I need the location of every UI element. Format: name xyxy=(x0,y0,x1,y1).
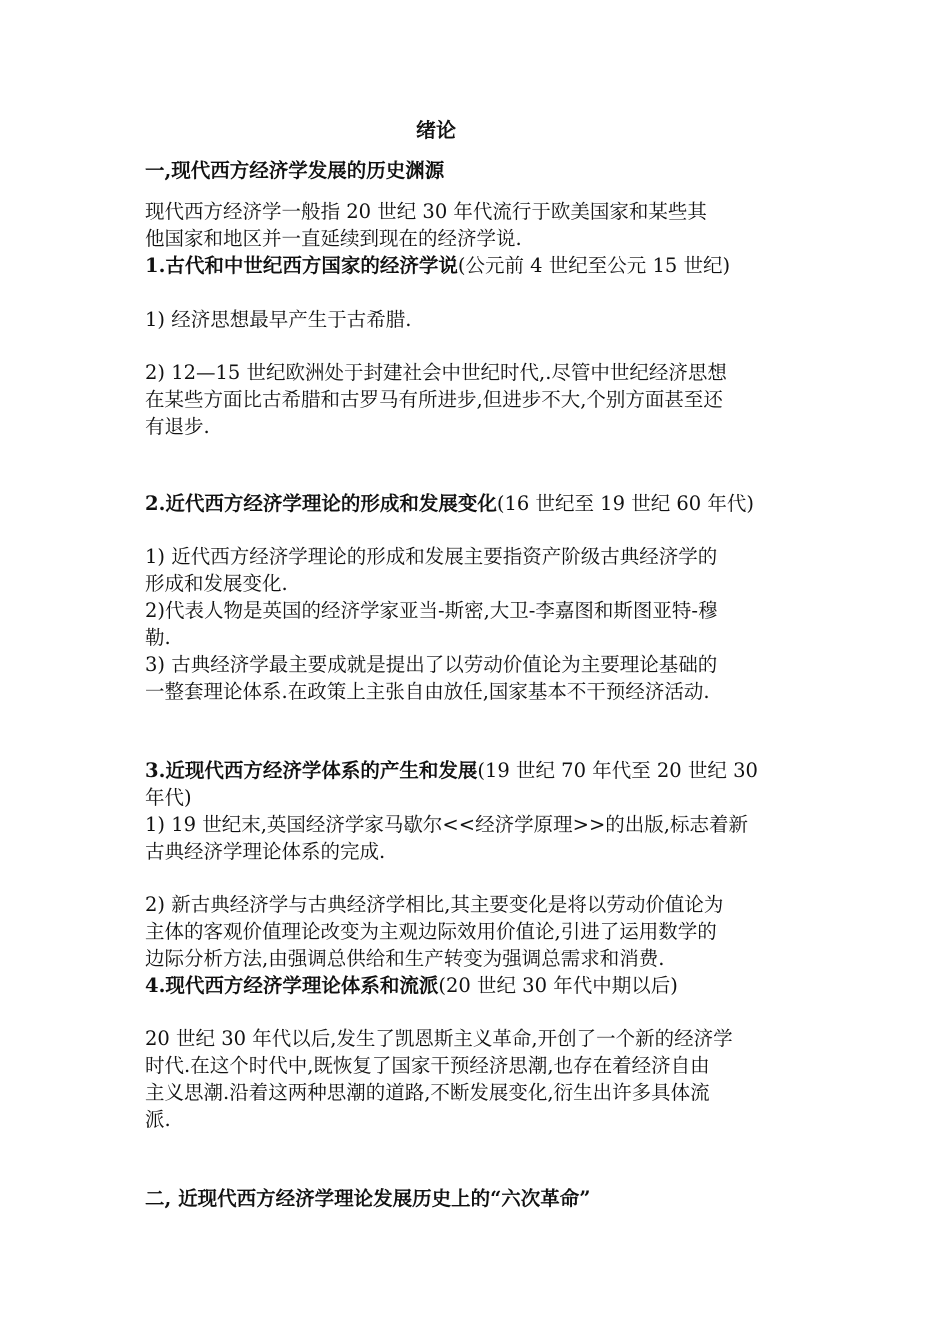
subsection-1-point-2-line-3: 有退步. xyxy=(145,415,210,438)
subsection-4-heading-bold: 4.现代西方经济学理论体系和流派 xyxy=(145,974,439,997)
section-2-heading: 二, 近现代西方经济学理论发展历史上的“六次革命” xyxy=(145,1187,591,1210)
subsection-2-heading xyxy=(145,491,754,517)
subsection-2-point-2-line-1: 2)代表人物是英国的经济学家亚当-斯密,大卫-李嘉图和斯图亚特-穆 xyxy=(145,599,718,622)
subsection-4-heading-period: (20 世纪 30 年代中期以后) xyxy=(438,974,678,997)
subsection-2-point-3-line-2: 一整套理论体系.在政策上主张自由放任,国家基本不干预经济活动. xyxy=(145,680,710,703)
subsection-2-point-3-line-1: 3) 古典经济学最主要成就是提出了以劳动价值论为主要理论基础的 xyxy=(145,653,718,676)
subsection-4-paragraph-line-1: 20 世纪 30 年代以后,发生了凯恩斯主义革命,开创了一个新的经济学 xyxy=(145,1027,733,1050)
subsection-4-paragraph-line-3: 主义思潮.沿着这两种思潮的道路,不断发展变化,衍生出许多具体流 xyxy=(145,1081,710,1104)
subsection-2-point-1-line-1: 1) 近代西方经济学理论的形成和发展主要指资产阶级古典经济学的 xyxy=(145,545,718,568)
subsection-3-point-2-line-2: 主体的客观价值理论改变为主观边际效用价值论,引进了运用数学的 xyxy=(145,920,717,943)
subsection-1-point-2-line-2: 在某些方面比古希腊和古罗马有所进步,但进步不大,个别方面甚至还 xyxy=(145,388,723,411)
subsection-4-heading xyxy=(145,973,678,999)
subsection-2-point-1-line-2: 形成和发展变化. xyxy=(145,572,288,595)
subsection-4-paragraph-line-4: 派. xyxy=(145,1108,171,1131)
subsection-3-heading-bold: 3.近现代西方经济学体系的产生和发展 xyxy=(145,759,478,782)
subsection-3-point-1-line-2: 古典经济学理论体系的完成. xyxy=(145,840,386,863)
subsection-2-heading-period: (16 世纪至 19 世纪 60 年代) xyxy=(496,492,755,515)
subsection-1-heading xyxy=(145,253,730,279)
subsection-3-heading-period: (19 世纪 70 年代至 20 世纪 30 xyxy=(477,759,758,782)
intro-line-2: 他国家和地区并一直延续到现在的经济学说. xyxy=(145,227,522,250)
subsection-4-paragraph-line-2: 时代.在这个时代中,既恢复了国家干预经济思潮,也存在着经济自由 xyxy=(145,1054,710,1077)
subsection-3-point-1-line-1: 1) 19 世纪末,英国经济学家马歇尔<<经济学原理>>的出版,标志着新 xyxy=(145,813,748,836)
subsection-2-point-2-line-2: 勒. xyxy=(145,626,171,649)
subsection-1-point-1: 1) 经济思想最早产生于古希腊. xyxy=(145,308,412,331)
subsection-1-heading-bold: 1.古代和中世纪西方国家的经济学说 xyxy=(145,254,458,277)
subsection-2-heading-bold: 2.近代西方经济学理论的形成和发展变化 xyxy=(145,492,497,515)
subsection-3-heading xyxy=(145,758,758,784)
subsection-3-point-2-line-1: 2) 新古典经济学与古典经济学相比,其主要变化是将以劳动价值论为 xyxy=(145,893,724,916)
document-title: 绪论 xyxy=(416,118,456,142)
intro-line-1: 现代西方经济学一般指 20 世纪 30 年代流行于欧美国家和某些其 xyxy=(145,200,707,223)
subsection-1-point-2-line-1: 2) 12—15 世纪欧洲处于封建社会中世纪时代,.尽管中世纪经济思想 xyxy=(145,361,727,384)
subsection-1-heading-period: (公元前 4 世纪至公元 15 世纪) xyxy=(457,254,731,277)
section-1-heading: 一,现代西方经济学发展的历史渊源 xyxy=(145,159,445,182)
subsection-3-heading-line-2: 年代) xyxy=(145,786,192,809)
subsection-3-point-2-line-3: 边际分析方法,由强调总供给和生产转变为强调总需求和消费. xyxy=(145,947,665,970)
